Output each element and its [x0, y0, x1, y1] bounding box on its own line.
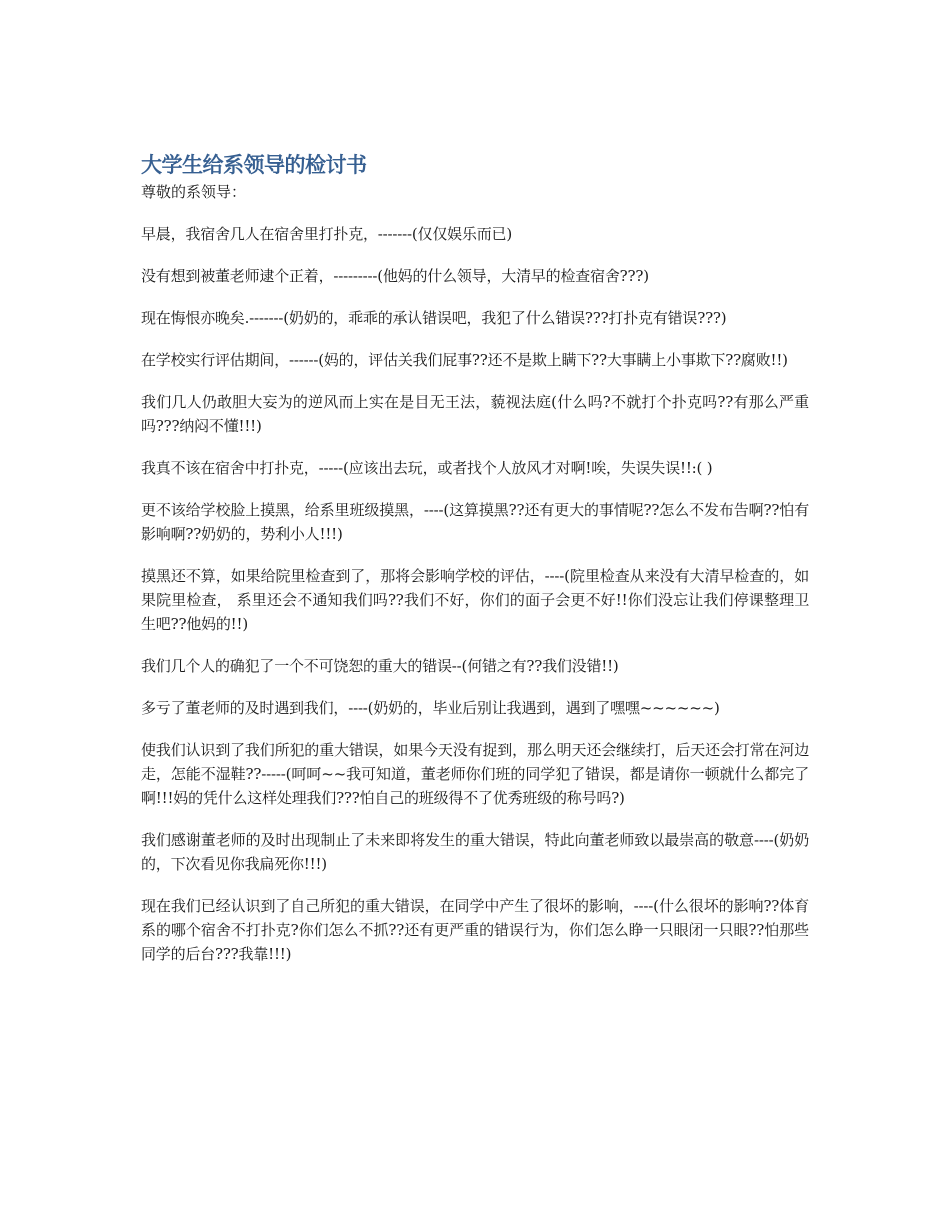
- paragraph-11: 使我们认识到了我们所犯的重大错误，如果今天没有捉到，那么明天还会继续打，后天还会打常在河边走，怎能不湿鞋??-----(呵呵~~我可知道，董老师你们班的同学犯了错误，都是请你一顿就什么都完了啊!!!妈的凭什么这样处理我们???怕自己的班级得不了优秀班级的称号吗?): [141, 741, 809, 807]
- paragraph-5: 我们几人仍敢胆大妄为的逆风而上实在是目无王法，藐视法庭(什么吗?不就打个扑克吗??有那么严重吗???纳闷不懂!!!): [141, 393, 809, 435]
- document-page: [141, 150, 809, 984]
- paragraph-4: 在学校实行评估期间，------(妈的，评估关我们屁事??还不是欺上瞒下??大事瞒上小事欺下??腐败!!): [141, 351, 788, 369]
- salutation: 尊敬的系领导：: [141, 183, 247, 201]
- paragraph-1: 早晨，我宿舍几人在宿舍里打扑克，-------(仅仅娱乐而已): [141, 225, 512, 243]
- paragraph-6: 我真不该在宿舍中打扑克，-----(应该出去玩，或者找个人放风才对啊!唉，失误失误!!:( ): [141, 459, 713, 477]
- paragraph-12: 我们感谢董老师的及时出现制止了未来即将发生的重大错误，特此向董老师致以最崇高的敬意----(奶奶的，下次看见你我扁死你!!!): [141, 831, 809, 873]
- paragraph-2: 没有想到被董老师逮个正着，---------(他妈的什么领导，大清早的检查宿舍???): [141, 267, 649, 285]
- paragraph-7: 更不该给学校脸上摸黑，给系里班级摸黑，----(这算摸黑??还有更大的事情呢??怎么不发布告啊??怕有影响啊??奶奶的，势利小人!!!): [141, 501, 809, 543]
- document-title: 大学生给系领导的检讨书: [141, 153, 367, 177]
- paragraph-9: 我们几个人的确犯了一个不可饶恕的重大的错误--(何错之有??我们没错!!): [141, 657, 619, 675]
- paragraph-3: 现在悔恨亦晚矣.-------(奶奶的，乖乖的承认错误吧，我犯了什么错误???打扑克有错误???): [141, 309, 727, 327]
- paragraph-13: 现在我们已经认识到了自己所犯的重大错误，在同学中产生了很坏的影响，----(什么很坏的影响??体育系的哪个宿舍不打扑克?你们怎么不抓??还有更严重的错误行为，你们怎么睁一只眼闭一只眼??怕那些同学的后台???我靠!!!): [141, 897, 809, 963]
- paragraph-8: 摸黑还不算，如果给院里检查到了，那将会影响学校的评估，----(院里检查从来没有大清早检查的，如果院里检查， 系里还会不通知我们吗??我们不好，你们的面子会更不好!!你们没忘让我们停课整理卫生吧??他妈的!!): [141, 567, 809, 633]
- paragraph-10: 多亏了董老师的及时遇到我们，----(奶奶的，毕业后别让我遇到，遇到了嘿嘿~~~~~~): [141, 699, 720, 717]
